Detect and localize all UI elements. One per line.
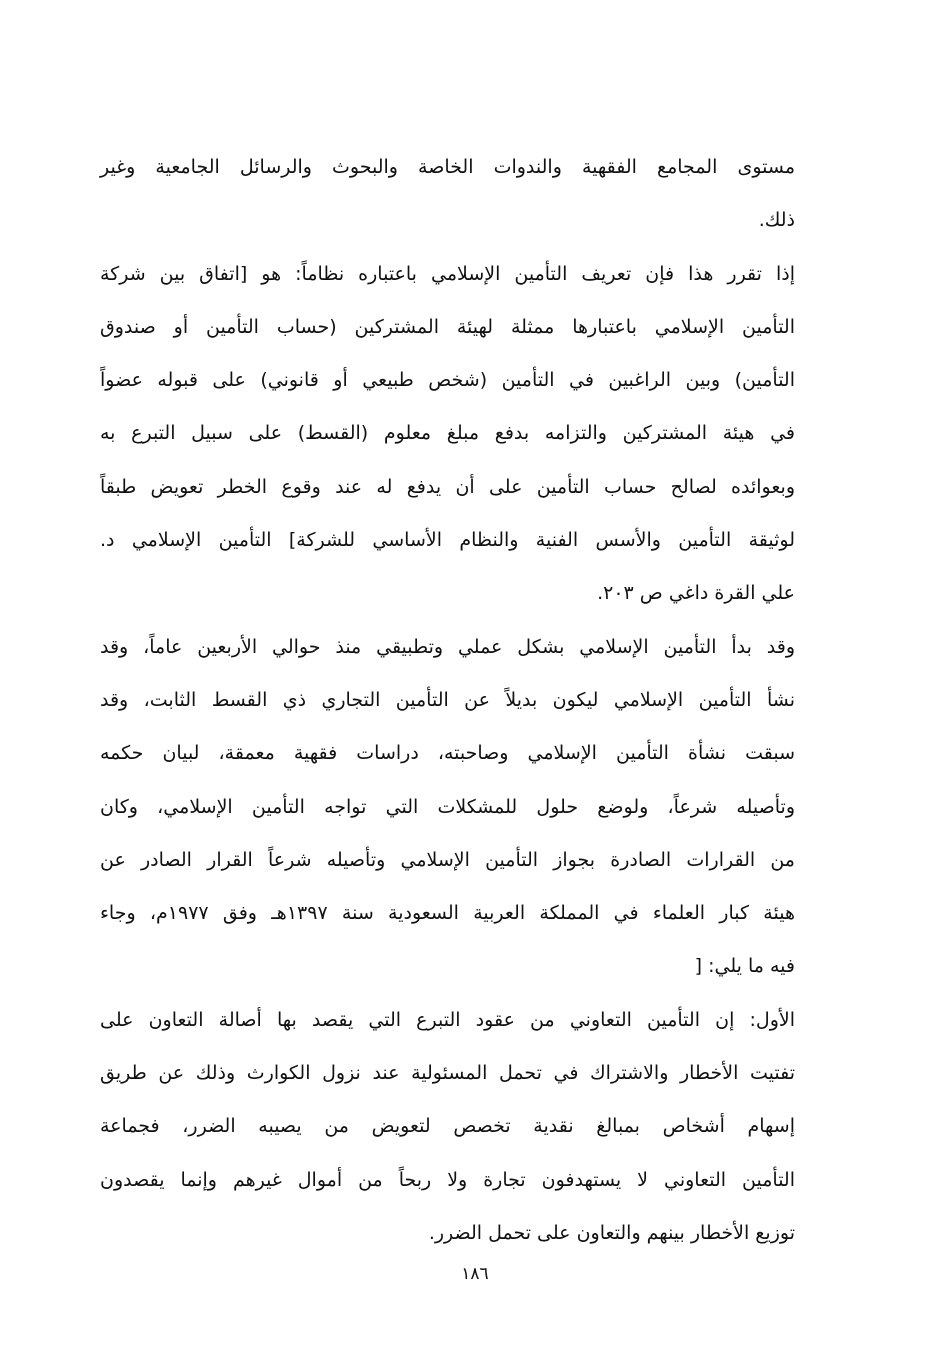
text-line: نشأ التأمين الإسلامي ليكون بديلاً عن التأمين التجاري ذي القسط الثابت، وقد [100,688,795,711]
text-line: وتأصيله شرعاً، ولوضع حلول للمشكلات التي تواجه التأمين الإسلامي، وكان [100,795,795,818]
text-line: لوثيقة التأمين والأسس الفنية والنظام الأساسي للشركة] التأمين الإسلامي د. [100,529,795,552]
text-line: ذلك. [758,209,795,232]
body-text [100,141,795,1260]
text-line: مستوى المجامع الفقهية والندوات الخاصة والبحوث والرسائل الجامعية وغير [100,156,795,178]
text-line: إسهام أشخاص بمبالغ نقدية تخصص لتعويض من يصيبه الضرر، فجماعة [100,1115,795,1138]
text-line: في هيئة المشتركين والتزامه بدفع مبلغ معلوم (القسط) على سبيل التبرع به [100,422,795,445]
text-line: وبعوائده لصالح حساب التأمين على أن يدفع له عند وقوع الخطر تعويض طبقاً [100,475,795,498]
text-line: توزيع الأخطار بينهم والتعاون على تحمل الضرر. [428,1221,795,1244]
page-number: ١٨٦ [461,1264,489,1284]
text-line: التأمين التعاوني لا يستهدفون تجارة ولا ربحاً من أموال غيرهم وإنما يقصدون [100,1168,795,1191]
text-line: تفتيت الأخطار والاشتراك في تحمل المسئولية عند نزول الكوارث وذلك عن طريق [100,1062,795,1085]
text-line: هيئة كبار العلماء في المملكة العربية السعودية سنة ١٣٩٧هـ وفق ١٩٧٧م، وجاء [100,902,795,925]
text-line: سبقت نشأة التأمين الإسلامي وصاحبته، دراسات فقهية معمقة، لبيان حكمه [100,742,795,765]
text-line: التأمين) وبين الراغبين في التأمين (شخص طبيعي أو قانوني) على قبوله عضواً [100,369,795,392]
text-line: علي القرة داغي ص ٢٠٣. [597,582,795,605]
text-line: إذا تقرر هذا فإن تعريف التأمين الإسلامي باعتباره نظاماً: هو [اتفاق بين شركة [100,262,795,285]
text-line: فيه ما يلي: [ [694,955,795,978]
text-line: من القرارات الصادرة بجواز التأمين الإسلامي وتأصيله شرعاً القرار الصادر عن [100,848,795,871]
text-line: التأمين الإسلامي باعتبارها ممثلة لهيئة المشتركين (حساب التأمين أو صندوق [100,315,795,338]
text-line: وقد بدأ التأمين الإسلامي بشكل عملي وتطبيقي منذ حوالي الأربعين عاماً، وقد [100,635,795,658]
text-line: الأول: إن التأمين التعاوني من عقود التبرع التي يقصد بها أصالة التعاون على [100,1008,795,1031]
